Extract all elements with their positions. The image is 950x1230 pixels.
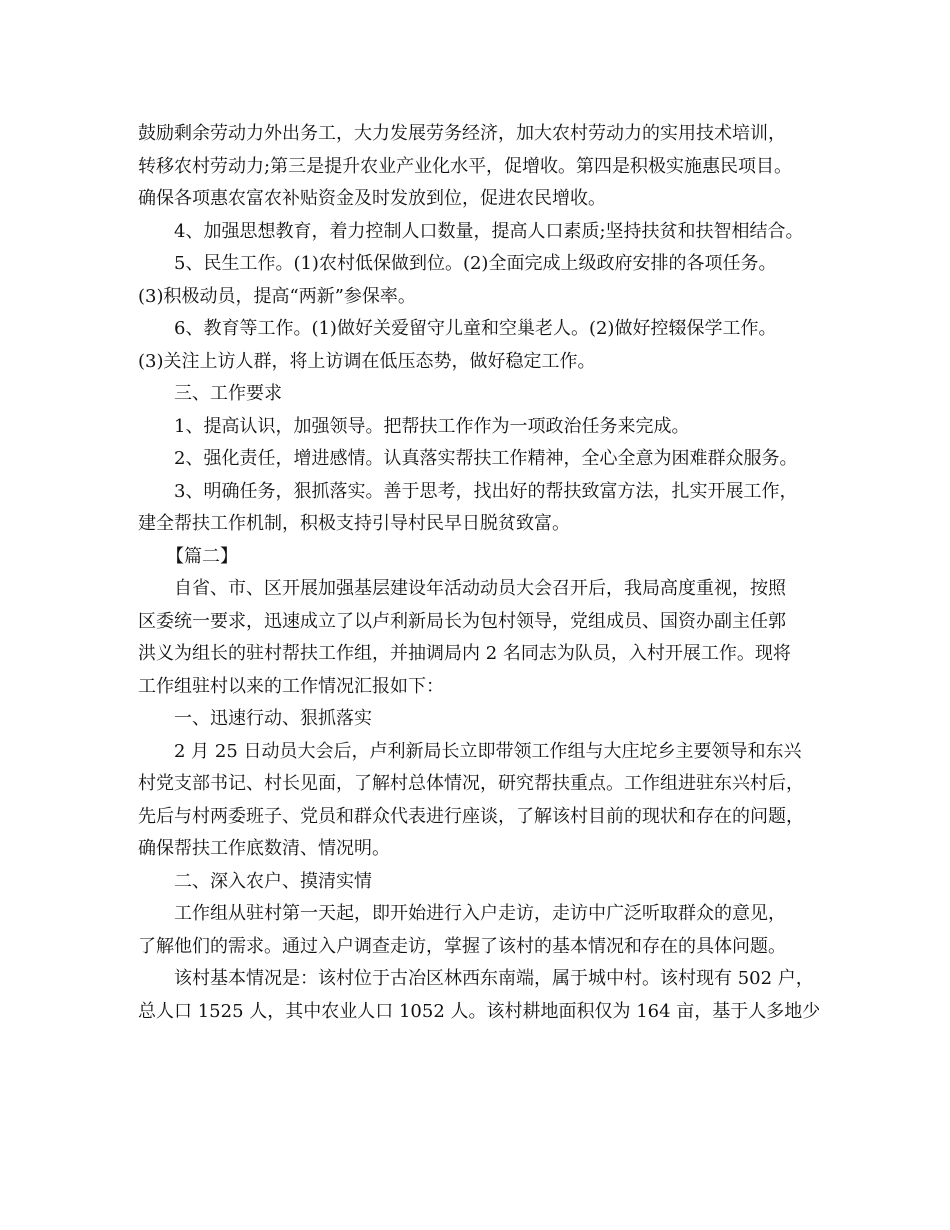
text-line: 区委统一要求，迅速成立了以卢利新局长为包村领导，党组成员、国资办副主任郭: [138, 610, 786, 632]
text-line: 1、提高认识，加强领导。把帮扶工作作为一项政治任务来完成。: [174, 415, 690, 437]
section-heading: 一、迅速行动、狠抓落实: [174, 708, 372, 729]
text-line: 工作组驻村以来的工作情况汇报如下：: [138, 675, 444, 697]
text-line: 洪义为组长的驻村帮扶工作组，并抽调局内 2 名同志为队员，入村开展工作。现将: [138, 643, 791, 664]
text-line: 村党支部书记、村长见面，了解村总体情况，研究帮扶重点。工作组进驻东兴村后，: [138, 773, 804, 794]
text-line: 了解他们的需求。通过入户调查走访，掌握了该村的基本情况和存在的具体问题。: [138, 935, 786, 957]
text-line: 鼓励剩余劳动力外出务工，大力发展劳务经济，加大农村劳动力的实用技术培训，: [138, 123, 786, 144]
text-line: 工作组从驻村第一天起，即开始进行入户走访，走访中广泛听取群众的意见，: [174, 903, 786, 924]
section-heading: 三、工作要求: [174, 383, 282, 404]
section-heading: 二、深入农户、摸清实情: [174, 870, 372, 892]
text-line: 4、加强思想教育，着力控制人口数量，提高人口素质;坚持扶贫和扶智相结合。: [174, 220, 804, 242]
text-line: 先后与村两委班子、党员和群众代表进行座谈，了解该村目前的现状和存在的问题，: [138, 805, 804, 827]
text-line: 3、明确任务，狠抓落实。善于思考，找出好的帮扶致富方法，扎实开展工作，: [174, 480, 798, 502]
text-line: (3)关注上访人群，将上访调在低压态势，做好稳定工作。: [138, 350, 596, 372]
text-line: 2、强化责任，增进感情。认真落实帮扶工作精神，全心全意为困难群众服务。: [174, 448, 798, 469]
text-line: 确保帮扶工作底数清、情况明。: [138, 838, 390, 859]
part-heading: 【篇二】: [166, 545, 238, 567]
text-line: 确保各项惠农富农补贴资金及时发放到位，促进农民增收。: [138, 188, 606, 209]
text-line: (3)积极动员，提高“两新”参保率。: [138, 285, 416, 307]
text-line: 转移农村劳动力;第三是提升农业产业化水平，促增收。第四是积极实施惠民项目。: [138, 155, 793, 177]
text-line: 总人口 1525 人，其中农业人口 1052 人。该村耕地面积仅为 164 亩，基于人多地少: [138, 1000, 821, 1022]
text-line: 建全帮扶工作机制，积极支持引导村民早日脱贫致富。: [138, 513, 570, 534]
text-line: 该村基本情况是：该村位于古冶区林西东南端，属于城中村。该村现有 502 户，: [174, 968, 814, 989]
document-body: [138, 118, 828, 1028]
text-line: 6、教育等工作。(1)做好关爱留守儿童和空巢老人。(2)做好控辍保学工作。: [174, 318, 777, 339]
text-line: 2 月 25 日动员大会后，卢利新局长立即带领工作组与大庄坨乡主要领导和东兴: [174, 740, 802, 762]
text-line: 自省、市、区开展加强基层建设年活动动员大会召开后，我局高度重视，按照: [174, 578, 786, 599]
text-line: 5、民生工作。(1)农村低保做到位。(2)全面完成上级政府安排的各项任务。: [174, 253, 777, 274]
